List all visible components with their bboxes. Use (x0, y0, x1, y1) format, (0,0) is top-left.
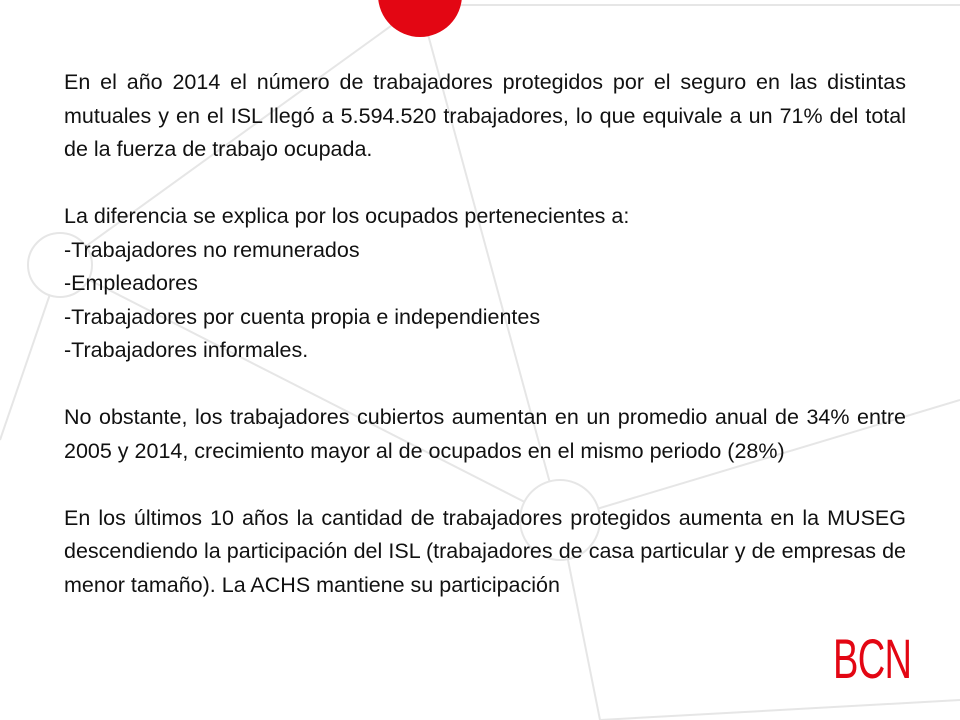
list-intro: La diferencia se explica por los ocupados pertenecientes a: (64, 204, 630, 228)
paragraph-last-decade: En los últimos 10 años la cantidad de trabajadores protegidos aumenta en la MUSEG descendiendo la participación del ISL (trabajadores de casa particular y de empresas de menor tamaño). La ACHS mantiene su participación (64, 505, 906, 597)
paragraph-growth: No obstante, los trabajadores cubiertos aumentan en un promedio anual de 34% entre 2005 y 2014, crecimiento mayor al de ocupados en el mismo periodo (28%) (64, 405, 906, 463)
paragraph-worker-coverage: En el año 2014 el número de trabajadores protegidos por el seguro en las distintas mutuales y en el ISL llegó a 5.594.520 trabajadores, lo que equivale a un 71% del total de la fuerza de trabajo ocupada. (64, 70, 906, 161)
list-item: -Trabajadores informales. (64, 338, 309, 362)
list-item: -Trabajadores no remunerados (64, 237, 360, 262)
list-item: -Trabajadores por cuenta propia e independientes (64, 304, 541, 329)
bcn-logo: BCN (833, 627, 912, 690)
network-line (600, 700, 960, 720)
list-item: -Empleadores (64, 271, 198, 295)
red-node-circle (378, 0, 462, 37)
explanation-list-block (64, 200, 906, 368)
slide-body-text (64, 66, 906, 636)
